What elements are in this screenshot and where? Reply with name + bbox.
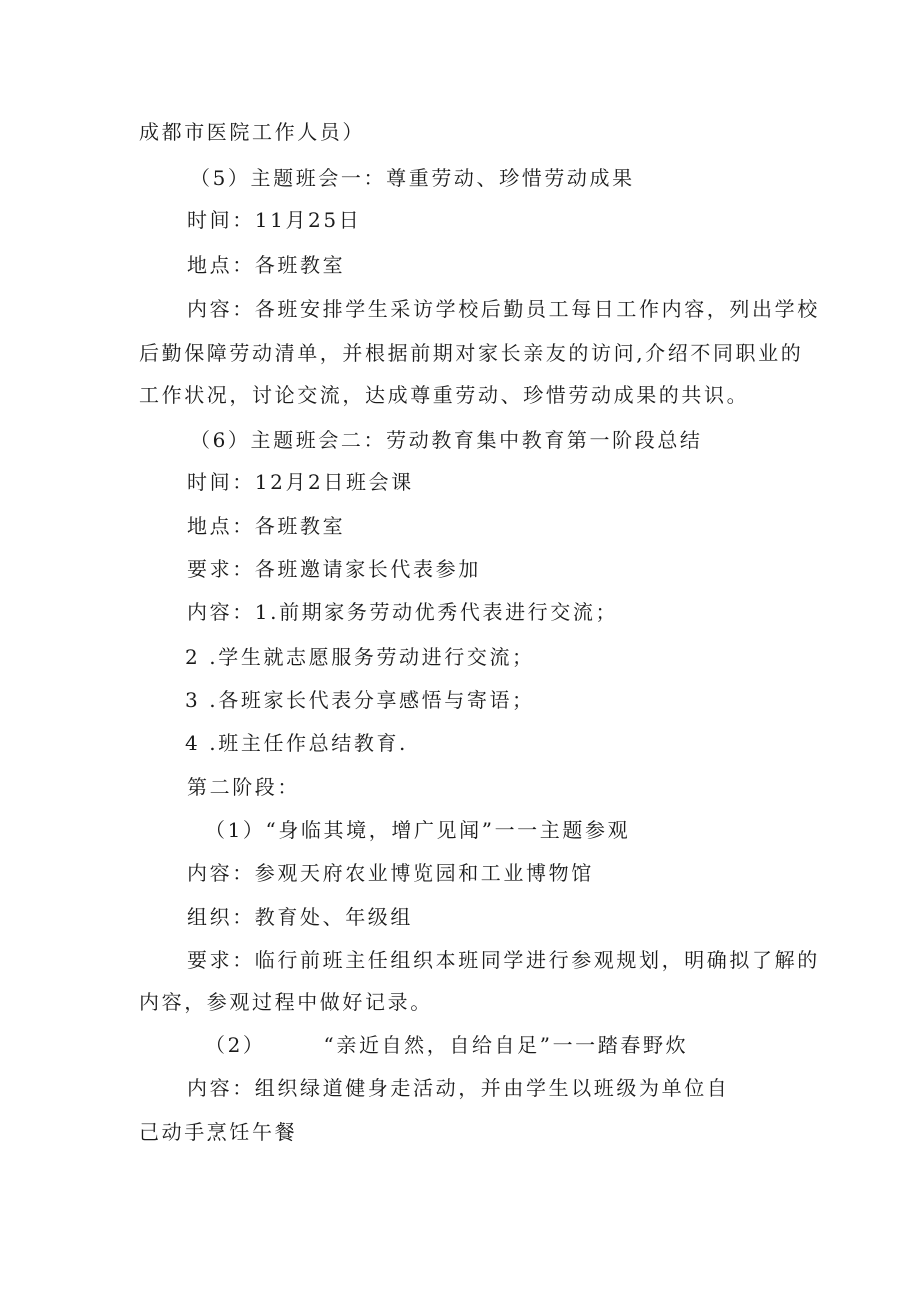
text-line: 己动手烹饪午餐 [139,1120,298,1144]
list-item: 3 .各班家长代表分享感悟与寄语； [185,688,535,712]
text-line: 地点：各班教室 [187,514,346,538]
stage-heading: 第二阶段： [187,775,300,799]
text-line: 时间：12月2日班会课 [187,470,414,494]
text-line: 后勤保障劳动清单，并根据前期对家长亲友的访问,介绍不同职业的 [139,341,804,365]
section-heading-picnic [205,1033,688,1057]
text-line: 成都市医院工作人员） [139,120,365,144]
section-title: “亲近自然，自给自足”一一踏春野炊 [323,1033,689,1057]
section-heading-class-meeting-2: （6）主题班会二：劳动教育集中教育第一阶段总结 [190,428,703,452]
text-line: 内容，参观过程中做好记录。 [139,990,433,1014]
text-line: 工作状况，讨论交流，达成尊重劳动、珍惜劳动成果的共识。 [139,383,750,407]
list-item: 2 .学生就志愿服务劳动进行交流； [185,645,535,669]
section-heading-class-meeting-1: （5）主题班会一：尊重劳动、珍惜劳动成果 [190,166,635,190]
text-line: 内容：参观天府农业博览园和工业博物馆 [187,861,594,885]
text-line: 内容：组织绿道健身走活动，并由学生以班级为单位自 [187,1076,730,1100]
list-item: 4 .班主任作总结教育. [185,731,408,755]
text-line: 内容：各班安排学生采访学校后勤员工每日工作内容，列出学校 [187,297,820,321]
section-number: （2） [205,1033,266,1057]
text-line: 要求：各班邀请家长代表参加 [187,557,481,581]
text-line: 内容：1.前期家务劳动优秀代表进行交流； [187,600,619,624]
text-line: 地点：各班教室 [187,253,346,277]
text-line: 组织：教育处、年级组 [187,905,413,929]
text-line: 时间：11月25日 [187,208,362,232]
section-heading-visit: （1）“身临其境，增广见闻”一一主题参观 [205,818,631,842]
text-line: 要求：临行前班主任组织本班同学进行参观规划，明确拟了解的 [187,948,820,972]
